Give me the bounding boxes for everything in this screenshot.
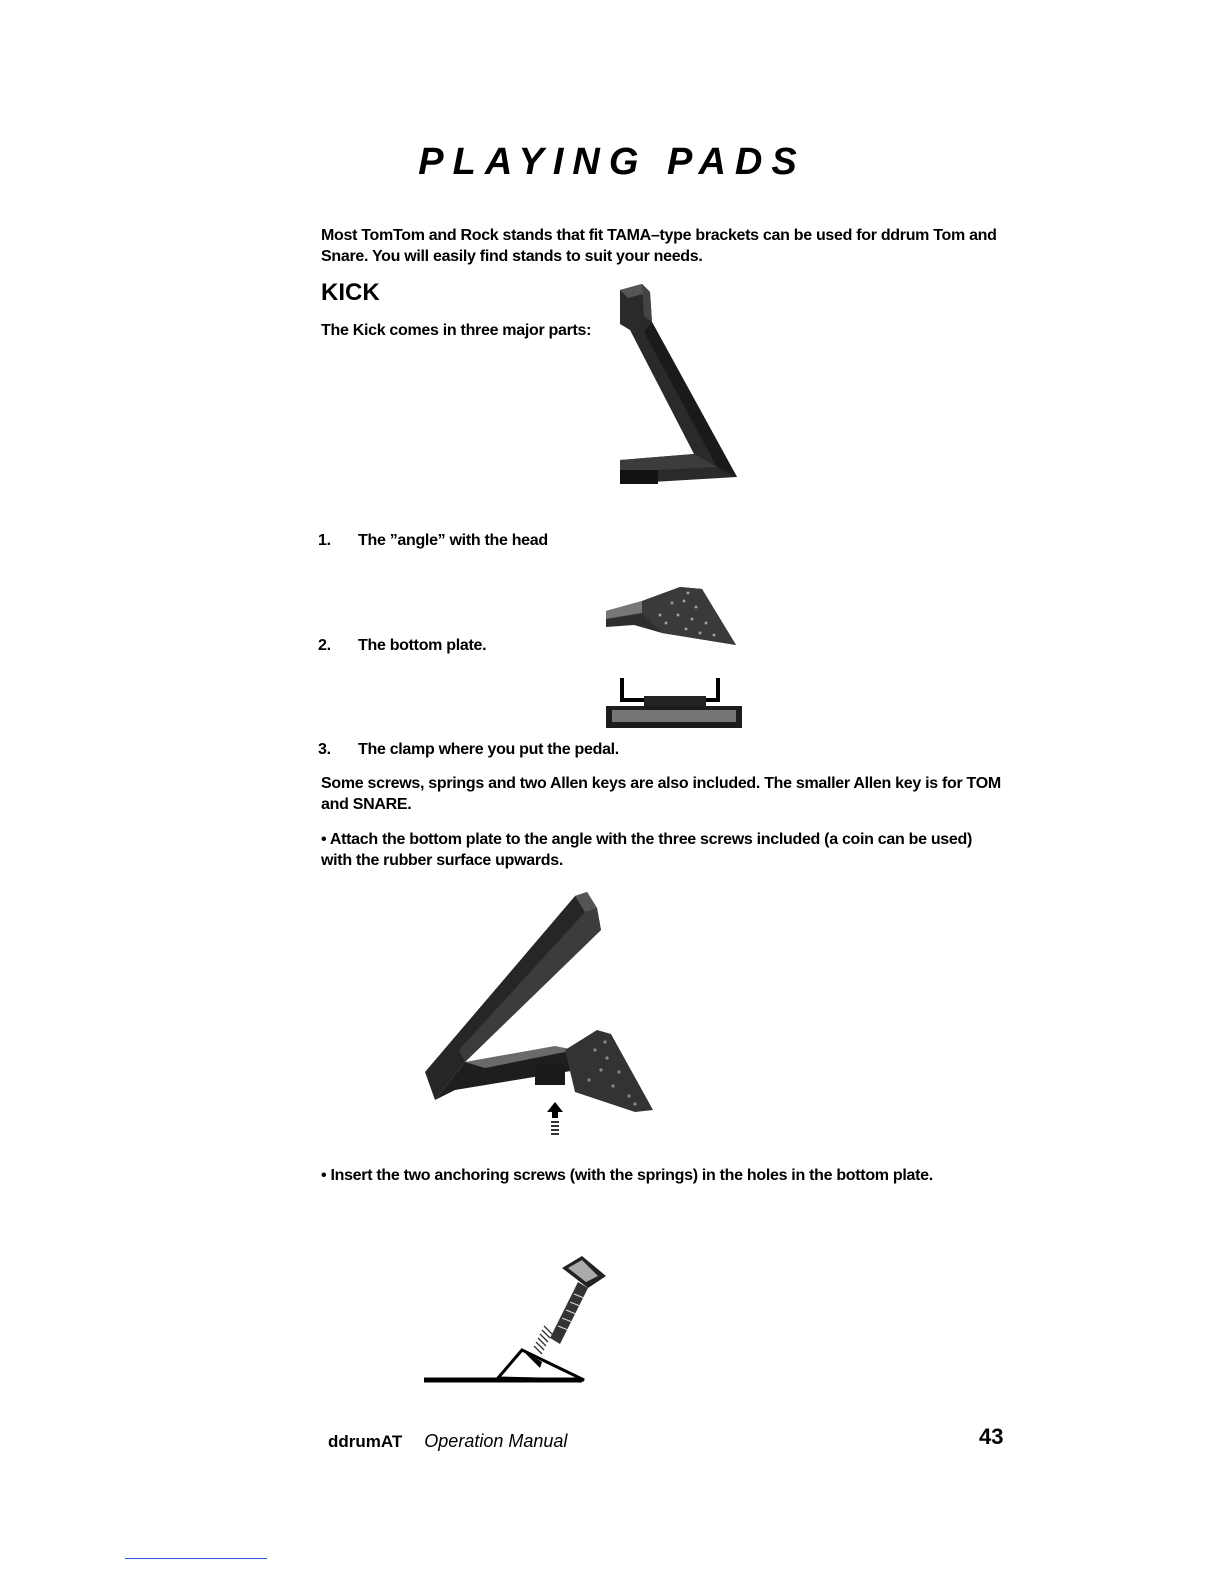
part-text: The clamp where you put the pedal. [358, 741, 619, 758]
page-number: 43 [979, 1424, 1004, 1449]
part-item-3 [318, 739, 619, 760]
bullet-insert-screws: • Insert the two anchoring screws (with the springs) in the holes in the bottom plate. [321, 1167, 933, 1184]
part-item-2 [318, 635, 486, 656]
screw-illustration [422, 1254, 612, 1389]
footer [328, 1431, 567, 1452]
part-text: The bottom plate. [358, 637, 487, 654]
includes-paragraph: Some screws, springs and two Allen keys are also included. The smaller Allen key is for TOM and SNARE. [321, 775, 1001, 813]
intro-paragraph: Most TomTom and Rock stands that fit TAMA–type brackets can be used for ddrum Tom and Snare. You will easily find stands to suit your needs. [321, 227, 997, 265]
part-number: 2. [318, 637, 331, 654]
part-text: The ”angle” with the head [358, 532, 548, 549]
part-number: 3. [318, 741, 331, 758]
part-number: 1. [318, 532, 331, 549]
angle-illustration [612, 282, 747, 492]
bottom-plate-illustration [602, 585, 742, 650]
bullet-attach-plate: • Attach the bottom plate to the angle with the three screws included (a coin can be used) with the rubber surface upwards. [321, 831, 972, 869]
kick-heading: KICK [321, 279, 380, 306]
clamp-illustration [604, 676, 744, 730]
kick-intro: The Kick comes in three major parts: [321, 322, 592, 339]
footer-brand: ddrumAT [328, 1432, 403, 1451]
assembly-illustration [425, 890, 665, 1140]
page-title: PLAYING PADS [418, 141, 806, 183]
part-item-1 [318, 530, 548, 551]
bottom-divider [125, 1558, 267, 1559]
footer-manual-title: Operation Manual [424, 1431, 568, 1451]
